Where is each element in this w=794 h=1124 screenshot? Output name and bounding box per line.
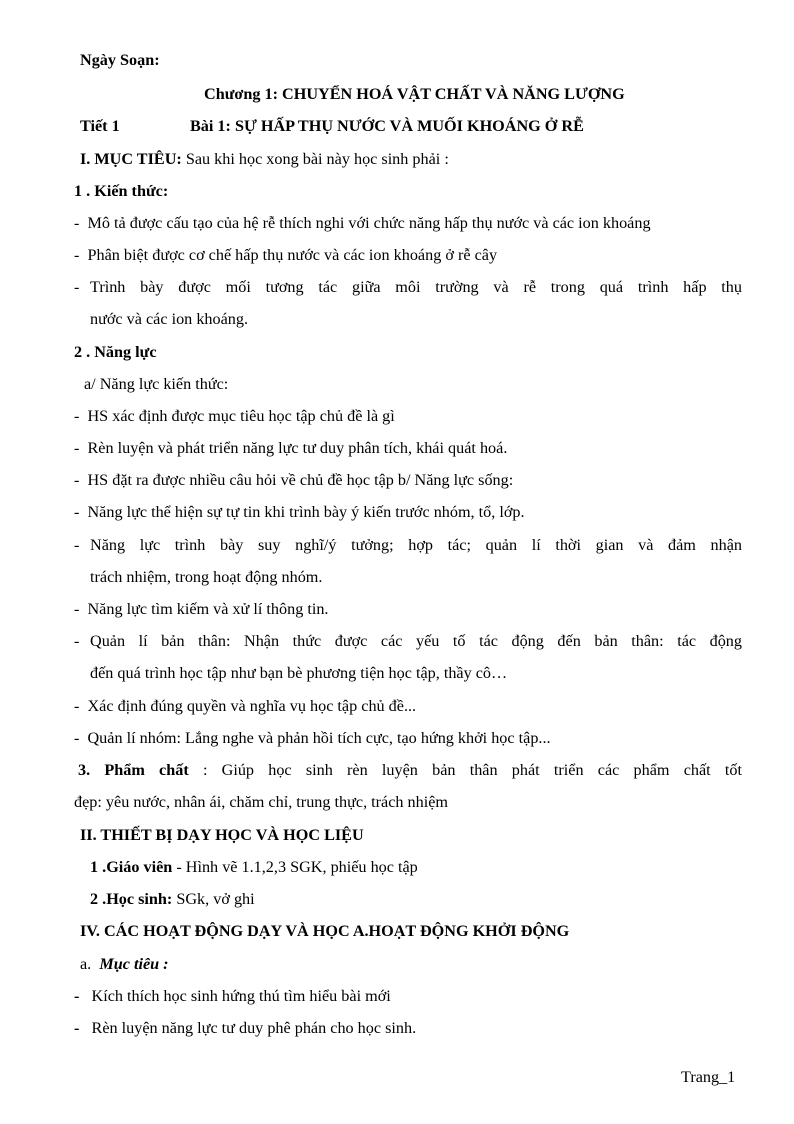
pham-chat-text: : Giúp học sinh rèn luyện bản thân phát triển các phẩm chất tốt — [202, 761, 742, 779]
nang-luc-item: Năng lực tìm kiếm và xử lí thông tin. — [87, 600, 329, 618]
list-item — [74, 213, 651, 233]
nang-luc-heading: 2 . Năng lực — [74, 343, 157, 361]
nang-luc-sub-a: a/ Năng lực kiến thức: — [84, 375, 229, 393]
thiet-bi-heading: II. THIẾT BỊ DẠY HỌC VÀ HỌC LIỆU — [80, 826, 364, 844]
list-item — [74, 438, 507, 458]
bullet-dash: - — [74, 471, 80, 489]
muc-tieu-intro: Sau khi học xong bài này học sinh phải : — [181, 150, 449, 168]
bullet-dash: - — [74, 246, 80, 264]
kien-thuc-item: Mô tả được cấu tạo của hệ rễ thích nghi với chức năng hấp thụ nước và các ion khoáng — [87, 214, 651, 232]
bullet-dash: - — [74, 278, 80, 296]
pham-chat-text-cont: đẹp: yêu nước, nhân ái, chăm chỉ, trung thực, trách nhiệm — [74, 793, 449, 811]
bullet-dash: - — [74, 407, 80, 425]
kien-thuc-item: Trình bày được mối tương tác giữa môi trường và rễ trong quá trình hấp thụ — [90, 278, 742, 296]
giao-vien-line — [90, 857, 418, 877]
bullet-dash: - — [74, 600, 80, 618]
list-item — [74, 1018, 416, 1038]
bullet-dash: - — [74, 214, 80, 232]
bullet-dash: - — [74, 439, 80, 457]
bullet-dash: - — [74, 632, 80, 650]
muc-tieu-a-label: Mục tiêu : — [99, 955, 169, 973]
lesson-title: Bài 1: SỰ HẤP THỤ NƯỚC VÀ MUỐI KHOÁNG Ở RỄ — [190, 117, 584, 135]
giao-vien-text: - Hình vẽ 1.1,2,3 SGK, phiếu học tập — [172, 858, 418, 876]
muc-tieu-heading: I. MỤC TIÊU: — [80, 150, 182, 168]
list-item — [74, 696, 416, 716]
hoat-dong-heading: IV. CÁC HOẠT ĐỘNG DẠY VÀ HỌC A.HOẠT ĐỘNG KHỞI ĐỘNG — [80, 922, 570, 940]
nang-luc-item: Xác định đúng quyền và nghĩa vụ học tập chủ đề... — [87, 697, 417, 715]
page-number: Trang_1 — [681, 1068, 736, 1086]
list-item — [74, 599, 328, 619]
pham-chat-line — [78, 760, 742, 780]
nang-luc-item-cont: đến quá trình học tập như bạn bè phương tiện học tập, thầy cô… — [90, 664, 508, 682]
hoc-sinh-text: SGk, vở ghi — [172, 890, 255, 908]
tiet-label: Tiết 1 — [80, 117, 120, 135]
list-item — [74, 631, 742, 651]
bullet-dash: - — [74, 697, 80, 715]
nang-luc-item: Rèn luyện và phát triển năng lực tư duy phân tích, khái quát hoá. — [87, 439, 508, 457]
ngay-soan: Ngày Soạn: — [80, 51, 160, 69]
kien-thuc-item-cont: nước và các ion khoáng. — [90, 310, 249, 328]
nang-luc-item: HS đặt ra được nhiều câu hỏi về chủ đề học tập b/ Năng lực sống: — [87, 471, 514, 489]
hoc-sinh-line — [90, 889, 255, 909]
bullet-dash: - — [74, 729, 80, 747]
list-item — [74, 470, 513, 490]
nang-luc-item: Năng lực trình bày suy nghĩ/ý tưởng; hợp tác; quản lí thời gian và đảm nhận — [90, 536, 742, 554]
kien-thuc-item: Phân biệt được cơ chế hấp thụ nước và các ion khoáng ở rễ cây — [87, 246, 498, 264]
bullet-dash: - — [74, 1019, 80, 1037]
list-item — [74, 406, 395, 426]
chapter-title: Chương 1: CHUYỂN HOÁ VẬT CHẤT VÀ NĂNG LƯỢNG — [204, 85, 625, 103]
list-item — [74, 277, 742, 297]
hoat-dong-item: Kích thích học sinh hứng thú tìm hiểu bài mới — [91, 987, 391, 1005]
pham-chat-label: 3. Phẩm chất — [78, 761, 189, 779]
list-item — [74, 728, 551, 748]
kien-thuc-heading: 1 . Kiến thức: — [74, 182, 169, 200]
bullet-dash: - — [74, 536, 80, 554]
muc-tieu-a-prefix: a. — [80, 955, 92, 973]
bullet-dash: - — [74, 503, 80, 521]
list-item — [74, 535, 742, 555]
hoat-dong-item: Rèn luyện năng lực tư duy phê phán cho học sinh. — [91, 1019, 417, 1037]
nang-luc-item: HS xác định được mục tiêu học tập chủ đề là gì — [87, 407, 395, 425]
giao-vien-label: 1 .Giáo viên — [90, 858, 173, 876]
nang-luc-item: Quản lí bản thân: Nhận thức được các yếu tố tác động đến bản thân: tác động — [90, 632, 742, 650]
muc-tieu-line — [80, 149, 449, 169]
nang-luc-item-cont: trách nhiệm, trong hoạt động nhóm. — [90, 568, 323, 586]
list-item — [74, 502, 525, 522]
nang-luc-item: Năng lực thể hiện sự tự tin khi trình bày ý kiến trước nhóm, tổ, lớp. — [87, 503, 525, 521]
list-item — [74, 245, 497, 265]
hoc-sinh-label: 2 .Học sinh: — [90, 890, 173, 908]
nang-luc-item: Quản lí nhóm: Lắng nghe và phản hồi tích cực, tạo hứng khởi học tập... — [87, 729, 551, 747]
bullet-dash: - — [74, 987, 80, 1005]
muc-tieu-a-line — [80, 954, 169, 974]
list-item — [74, 986, 391, 1006]
